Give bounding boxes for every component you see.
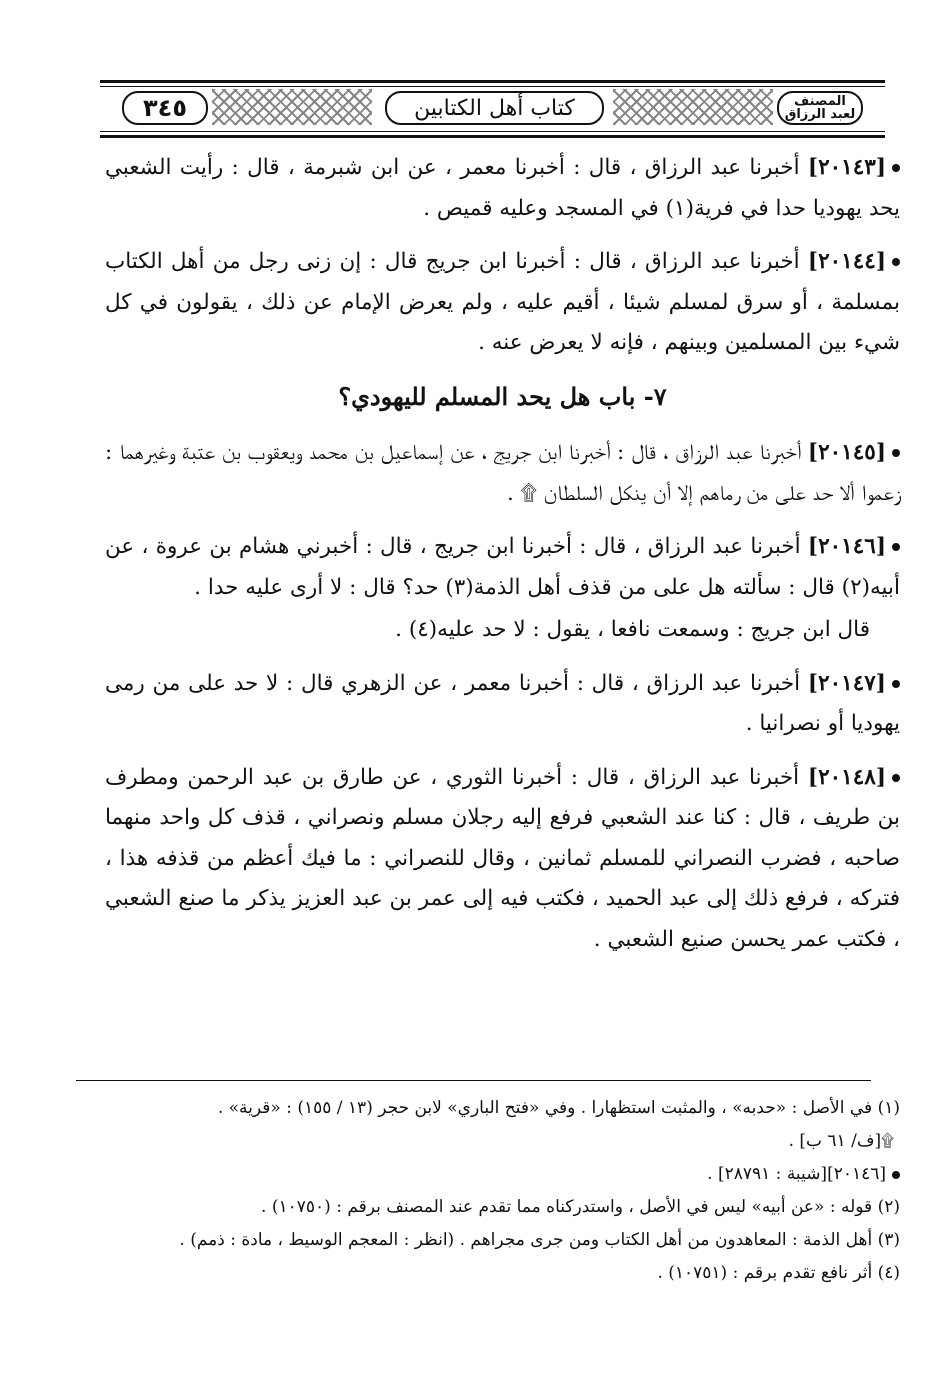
main-text	[105, 148, 900, 973]
footnote: (٣) أهل الذمة : المعاهدون من أهل الكتاب ومن جرى مجراهم . (انظر : المعجم الوسيط ، مادة : ذمم) .	[179, 1230, 900, 1250]
bullet-icon	[892, 258, 900, 266]
header-ornament-right	[613, 89, 773, 125]
hadith-text: أخبرنا عبد الرزاق ، قال : أخبرنا الثوري ، عن طارق بن عبد الرحمن ومطرف بن طريف ، قال : كنا عند الشعبي فرفع إليه رجلان مسلم ونصراني ، قذف كل واحد منهما صاحبه ، فضرب النصراني للمسلم ثمانين ، وقال للنصراني : ما فيك أعظم من قذفه هذا ، فتركه ، فرفع ذلك إلى عبد الحميد ، فكتب فيه إلى عمر بن عبد العزيز يذكر ما صنع الشعبي ، فكتب عمر يحسن صنيع الشعبي .	[105, 764, 900, 952]
section-heading: ٧- باب هل يحد المسلم لليهودي؟	[338, 381, 667, 411]
hadith-number: [٢٠١٤٤]	[807, 249, 886, 274]
bullet-icon	[892, 680, 900, 688]
hadith-paragraph	[105, 758, 900, 961]
hadith-number: [٢٠١٤٣]	[807, 155, 886, 180]
hadith-text: أخبرنا عبد الرزاق ، قال : أخبرنا معمر ، عن ابن شبرمة ، قال : رأيت الشعبي يحد يهوديا حدا في فرية(١) في المسجد وعليه قميص .	[105, 155, 900, 221]
book-logo	[777, 91, 863, 125]
hadith-number: [٢٠١٤٧]	[807, 670, 886, 696]
book-logo-line2: لعبد الرزاق	[784, 107, 856, 122]
hadith-text: أخبرنا عبد الرزاق ، قال : أخبرنا ابن جريج ، قال : أخبرني هشام بن عروة ، عن أبيه(٢) قال : سألته هل على من قذف أهل الذمة(٣) حد؟ قال : لا أرى عليه حدا .	[105, 534, 900, 600]
header-ornament-left	[212, 89, 372, 125]
hadith-paragraph	[105, 433, 900, 514]
bullet-icon	[892, 543, 900, 551]
hadith-text: قال ابن جريج : وسمعت نافعا ، يقول : لا حد عليه(٤) .	[395, 617, 870, 642]
hadith-number: [٢٠١٤٨]	[807, 764, 886, 790]
bullet-icon	[892, 774, 900, 782]
hadith-paragraph	[105, 527, 900, 608]
hadith-text: أخبرنا عبد الرزاق ، قال : أخبرنا معمر ، عن الزهري قال : لا حد على من رمى يهوديا أو نصرانيا .	[105, 670, 900, 736]
page-header	[100, 80, 885, 138]
hadith-number: [٢٠١٤٦]	[807, 534, 886, 559]
bullet-icon	[892, 164, 900, 172]
hadith-paragraph	[105, 148, 900, 229]
hadith-text: أخبرنا عبد الرزاق ، قال : أخبرنا ابن جريج ، عن إسماعيل بن محمد ويعقوب بن عتبة وغيرهما : زعموا ألا حد على من رماهم إلا أن ينكل السلطان ۩ .	[105, 440, 900, 506]
hadith-number: [٢٠١٤٥]	[807, 440, 886, 465]
footnote: (٤) أثر نافع تقدم برقم : (١٠٧٥١) .	[657, 1263, 900, 1283]
chapter-title: كتاب أهل الكتابين	[385, 91, 604, 125]
hadith-paragraph	[105, 242, 900, 364]
footnote-separator	[76, 1080, 871, 1081]
bullet-icon	[892, 1171, 900, 1179]
hadith-paragraph	[105, 664, 900, 745]
hadith-continuation	[105, 610, 900, 651]
bullet-icon	[892, 449, 900, 457]
hadith-text: أخبرنا عبد الرزاق ، قال : أخبرنا ابن جريج قال : إن زنى رجل من أهل الكتاب بمسلمة ، أو سرق لمسلم شيئا ، أقيم عليه ، ولم يعرض الإمام عن ذلك ، يقولون في كل شيء بين المسلمين وبينهم ، فإنه لا يعرض عنه .	[105, 249, 900, 355]
footnote-text: [٢٠١٤٦][شيبة : ٢٨٧٩١] .	[707, 1164, 886, 1184]
footnotes	[105, 1092, 900, 1290]
footnote	[105, 1158, 900, 1191]
page-number: ٣٤٥	[122, 91, 208, 125]
footnote: (١) في الأصل : «حدبه» ، والمثبت استظهارا . وفي «فتح الباري» لابن حجر (١٣ / ١٥٥) : «قرية» .	[217, 1098, 900, 1118]
book-logo-line1: المصنف	[794, 94, 846, 109]
footnote: (٢) قوله : «عن أبيه» ليس في الأصل ، واستدركناه مما تقدم عند المصنف برقم : (١٠٧٥٠) .	[261, 1197, 900, 1217]
footnote: ۩[ف/ ٦١ ب] .	[788, 1131, 894, 1151]
